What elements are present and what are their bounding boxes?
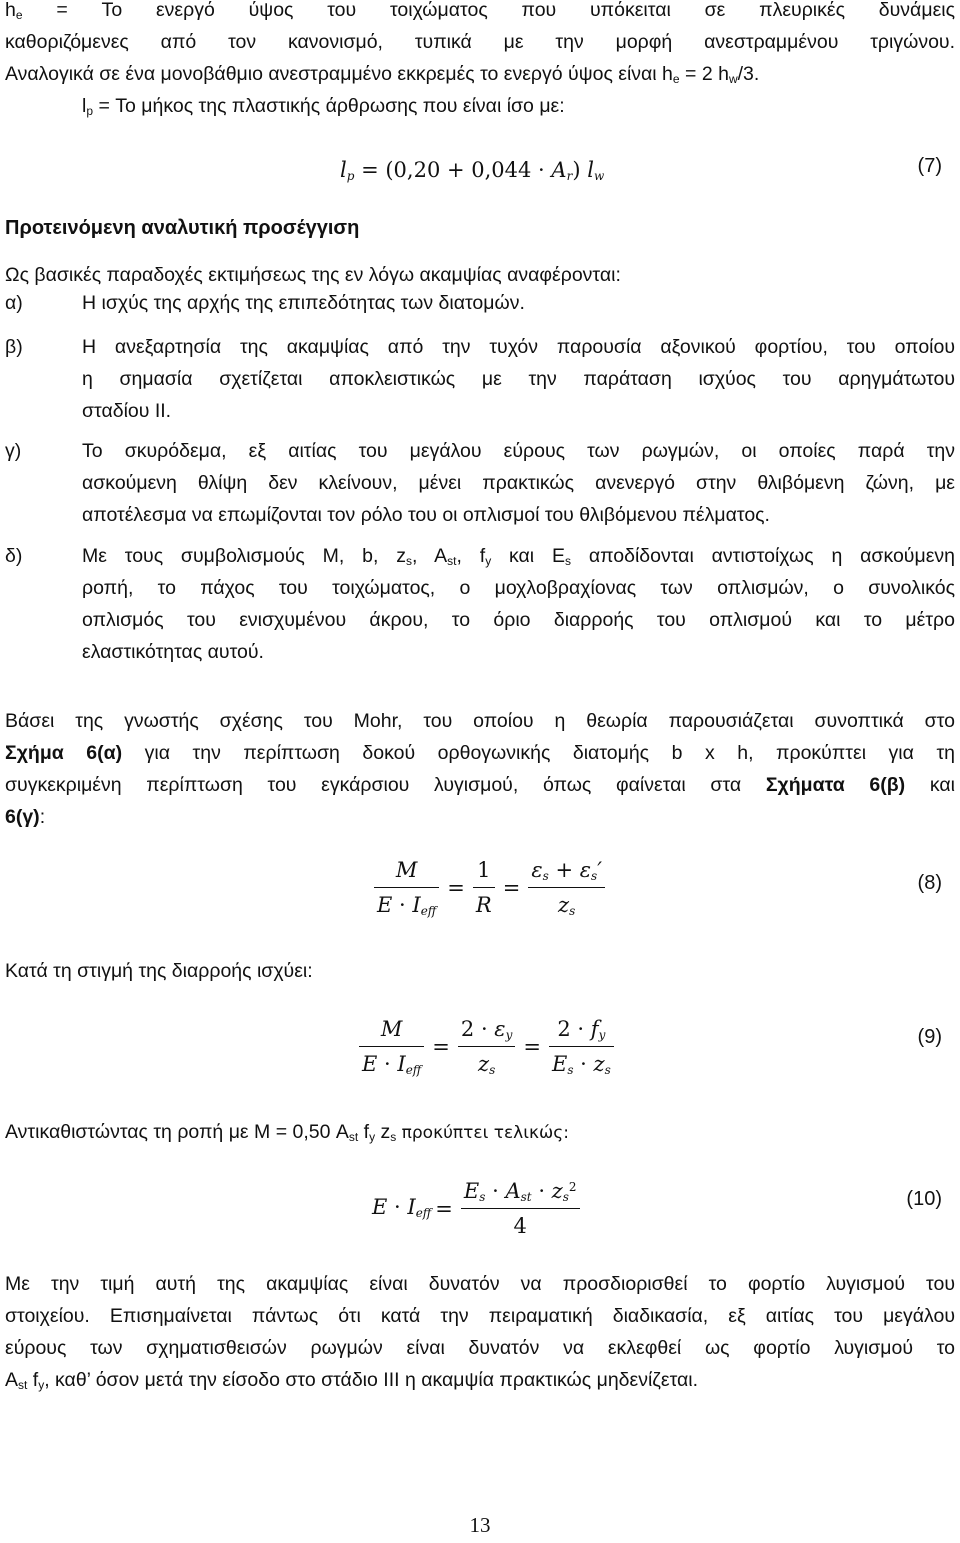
list-item: β) Η ανεξαρτησία της ακαμψίας από την τυχόν παρουσία αξονικού φορτίου, του οποίου η σημασία σχετίζεται αποκλειστικώς με την παράταση ισχύος του αρηγμάτωτου σταδίου ΙΙ.	[5, 336, 955, 422]
equation-number: (10)	[906, 1188, 942, 1210]
text-line: Βάσει της γνωστής σχέσης του Mohr, του οποίου η θεωρία παρουσιάζεται συνοπτικά στο	[5, 710, 955, 732]
text-line: Αντικαθιστώντας τη ροπή με Μ = 0,50 $A_{st}$ $f_y$ $z_s$ προκύπτει τελικώς:	[5, 1121, 569, 1144]
equation-10: $E \cdot I_{eff}$ = $\frac{E_s \cdot A_{st} \cdot z_s^2}{4}$	[372, 1174, 584, 1243]
text-line: 6(γ):	[5, 806, 46, 828]
list-item: δ) Με τους συμβολισμούς Μ, b, $z_s$, $A_{st}$, $f_y$ και $E_s$ αποδίδονται αντιστοίχως η ασκούμενη ροπή, το πάχος του τοιχώματος, ο μοχλοβραχίονας των οπλισμών, ο συνολικός οπλισμός του ενισχυμένου άκρου, το όριο διαρροής του οπλισμού και το μέτρο ελαστικότητας αυτού.	[5, 540, 955, 668]
text-line: στοιχείου. Επισημαίνεται πάντως ότι κατά την πειραματική διαδικασία, εξ αιτίας του μεγάλου	[5, 1305, 955, 1327]
text-line: Κατά τη στιγμή της διαρροής ισχύει:	[5, 960, 313, 982]
item-d-first-line: Με τους συμβολισμούς Μ, b, $z_s$, $A_{st}$, $f_y$ και $E_s$ αποδίδονται αντιστοίχως η ασκούμενη	[82, 545, 955, 568]
equation-8: $\frac{M}{E \cdot I_{eff}}$ = $\frac{1}{R}$ = $\frac{\varepsilon_s + \varepsilon_s'}{z_s}$	[370, 853, 609, 922]
text-line-lp: $l_p = To$ μήκος της πλαστικής άρθρωσης που είναι ίσο με:	[82, 95, 565, 118]
text-line: Αναλογικά σε ένα μονοβάθμιο ανεστραμμένο εκκρεμές το ενεργό ύψος είναι $h_e = 2$ $h_w/3$.	[5, 63, 760, 86]
equation-number: (9)	[917, 1026, 942, 1048]
text-line: Ως βασικές παραδοχές εκτιμήσεως της εν λόγω ακαμψίας αναφέρονται:	[5, 264, 621, 286]
equation-number: (8)	[917, 872, 942, 894]
text-line: εύρους των σχηματισθεισών ρωγμών είναι δυνατόν να εκλεφθεί ως φορτίο λυγισμού το	[5, 1337, 955, 1359]
equation-7: $l_p = (0,20 + 0,044 \cdot A_r)$ $l_w$	[340, 158, 605, 183]
text-line-he: $h_e = To$ ενεργό ύψος του τοιχώματος που υπόκειται σε πλευρικές δυνάμεις	[5, 0, 955, 22]
text-line: συγκεκριμένη περίπτωση του εγκάρσιου λυγισμού, όπως φαίνεται στα Σχήματα 6(β) και	[5, 774, 955, 796]
list-item: γ) Το σκυρόδεμα, εξ αιτίας του μεγάλου εύρους των ρωγμών, οι οποίες παρά την ασκούμενη θλίψη δεν κλείνουν, μένει πρακτικώς ανενεργό στην θλιβόμενη ζώνη, με αποτέλεσμα να επωμίζονται τον ρόλο του οι οπλισμοί του θλιβόμενου πέλματος.	[5, 440, 955, 526]
section-heading: Προτεινόμενη αναλυτική προσέγγιση	[5, 217, 360, 239]
text-line: $A_{st}$ $f_y$, καθ’ όσον μετά την είσοδο στο στάδιο ΙΙΙ η ακαμψία πρακτικώς μηδενίζεται.	[5, 1369, 699, 1392]
text-line: Σχήμα 6(α) για την περίπτωση δοκού ορθογωνικής διατομής b x h, προκύπτει για τη	[5, 742, 955, 764]
list-item: α) Η ισχύς της αρχής της επιπεδότητας των διατομών.	[5, 292, 525, 314]
equation-number: (7)	[917, 155, 942, 177]
text-line: καθοριζόμενες από τον κανονισμό, τυπικά με την μορφή ανεστραμμένου τριγώνου.	[5, 31, 955, 53]
equation-9: $\frac{M}{E \cdot I_{eff}}$ = $\frac{2 \cdot \varepsilon_y}{z_s}$ = $\frac{2 \cdot f_y}{E_s \cdot z_s}$	[355, 1012, 618, 1081]
text-line: Με την τιμή αυτή της ακαμψίας είναι δυνατόν να προσδιορισθεί το φορτίο λυγισμού του	[5, 1273, 955, 1295]
page-number: 13	[469, 1513, 491, 1537]
